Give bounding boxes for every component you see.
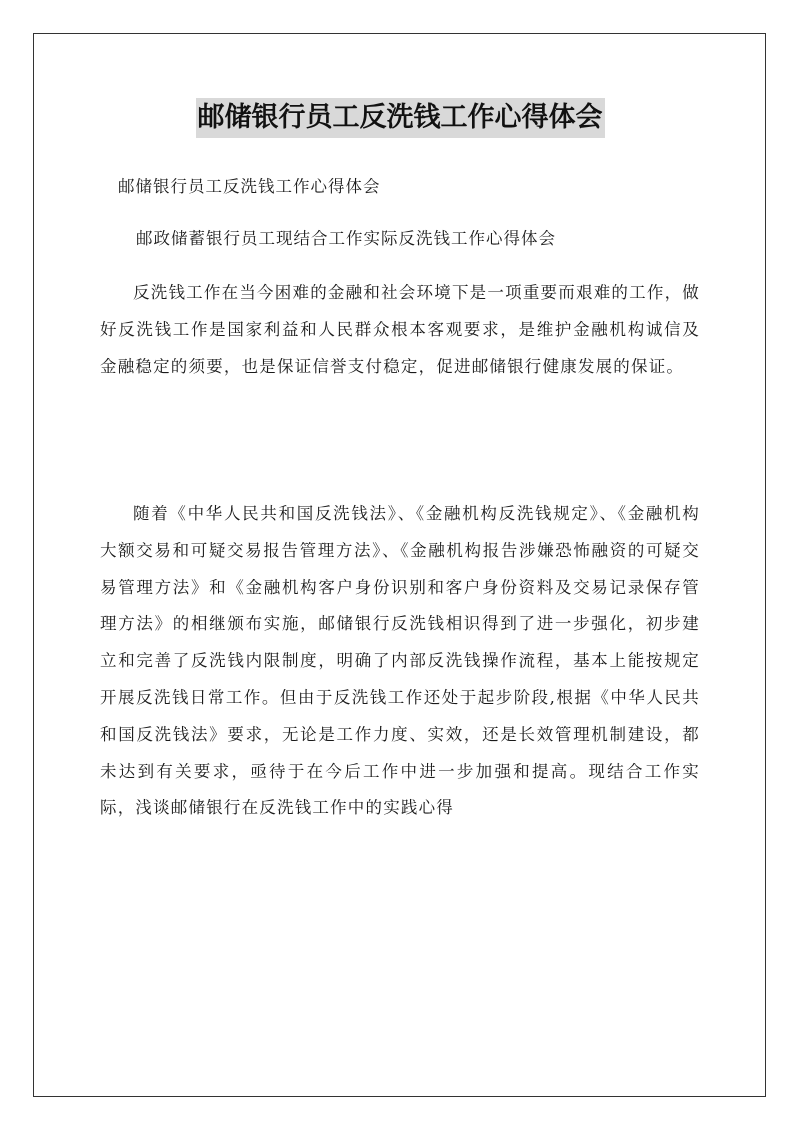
- document-title: 邮储银行员工反洗钱工作心得体会: [196, 98, 605, 138]
- body-paragraph-2: 随着《中华人民共和国反洗钱法》、《金融机构反洗钱规定》、《金融机构大额交易和可疑交易报告管理方法》、《金融机构报告涉嫌恐怖融资的可疑交易管理方法》和《金融机构客户身份识别和客户身份资料及交易记录保存管理方法》的相继颁布实施，邮储银行反洗钱相识得到了进一步强化，初步建立和完善了反洗钱内限制度，明确了内部反洗钱操作流程，基本上能按规定开展反洗钱日常工作。但由于反洗钱工作还处于起步阶段,根据《中华人民共和国反洗钱法》要求，无论是工作力度、实效，还是长效管理机制建设，都未达到有关要求，亟待于在今后工作中进一步加强和提高。现结合工作实际，浅谈邮储银行在反洗钱工作中的实践心得: [100, 504, 700, 818]
- lead-line: 邮政储蓄银行员工现结合工作实际反洗钱工作心得体会: [136, 229, 556, 248]
- title-container: [0, 98, 800, 138]
- body-paragraph-1: 反洗钱工作在当今困难的金融和社会环境下是一项重要而艰难的工作，做好反洗钱工作是国家利益和人民群众根本客观要求，是维护金融机构诚信及金融稳定的须要，也是保证信誉支付稳定，促进邮储银行健康发展的保证。: [100, 283, 700, 376]
- document-subtitle: 邮储银行员工反洗钱工作心得体会: [118, 177, 381, 196]
